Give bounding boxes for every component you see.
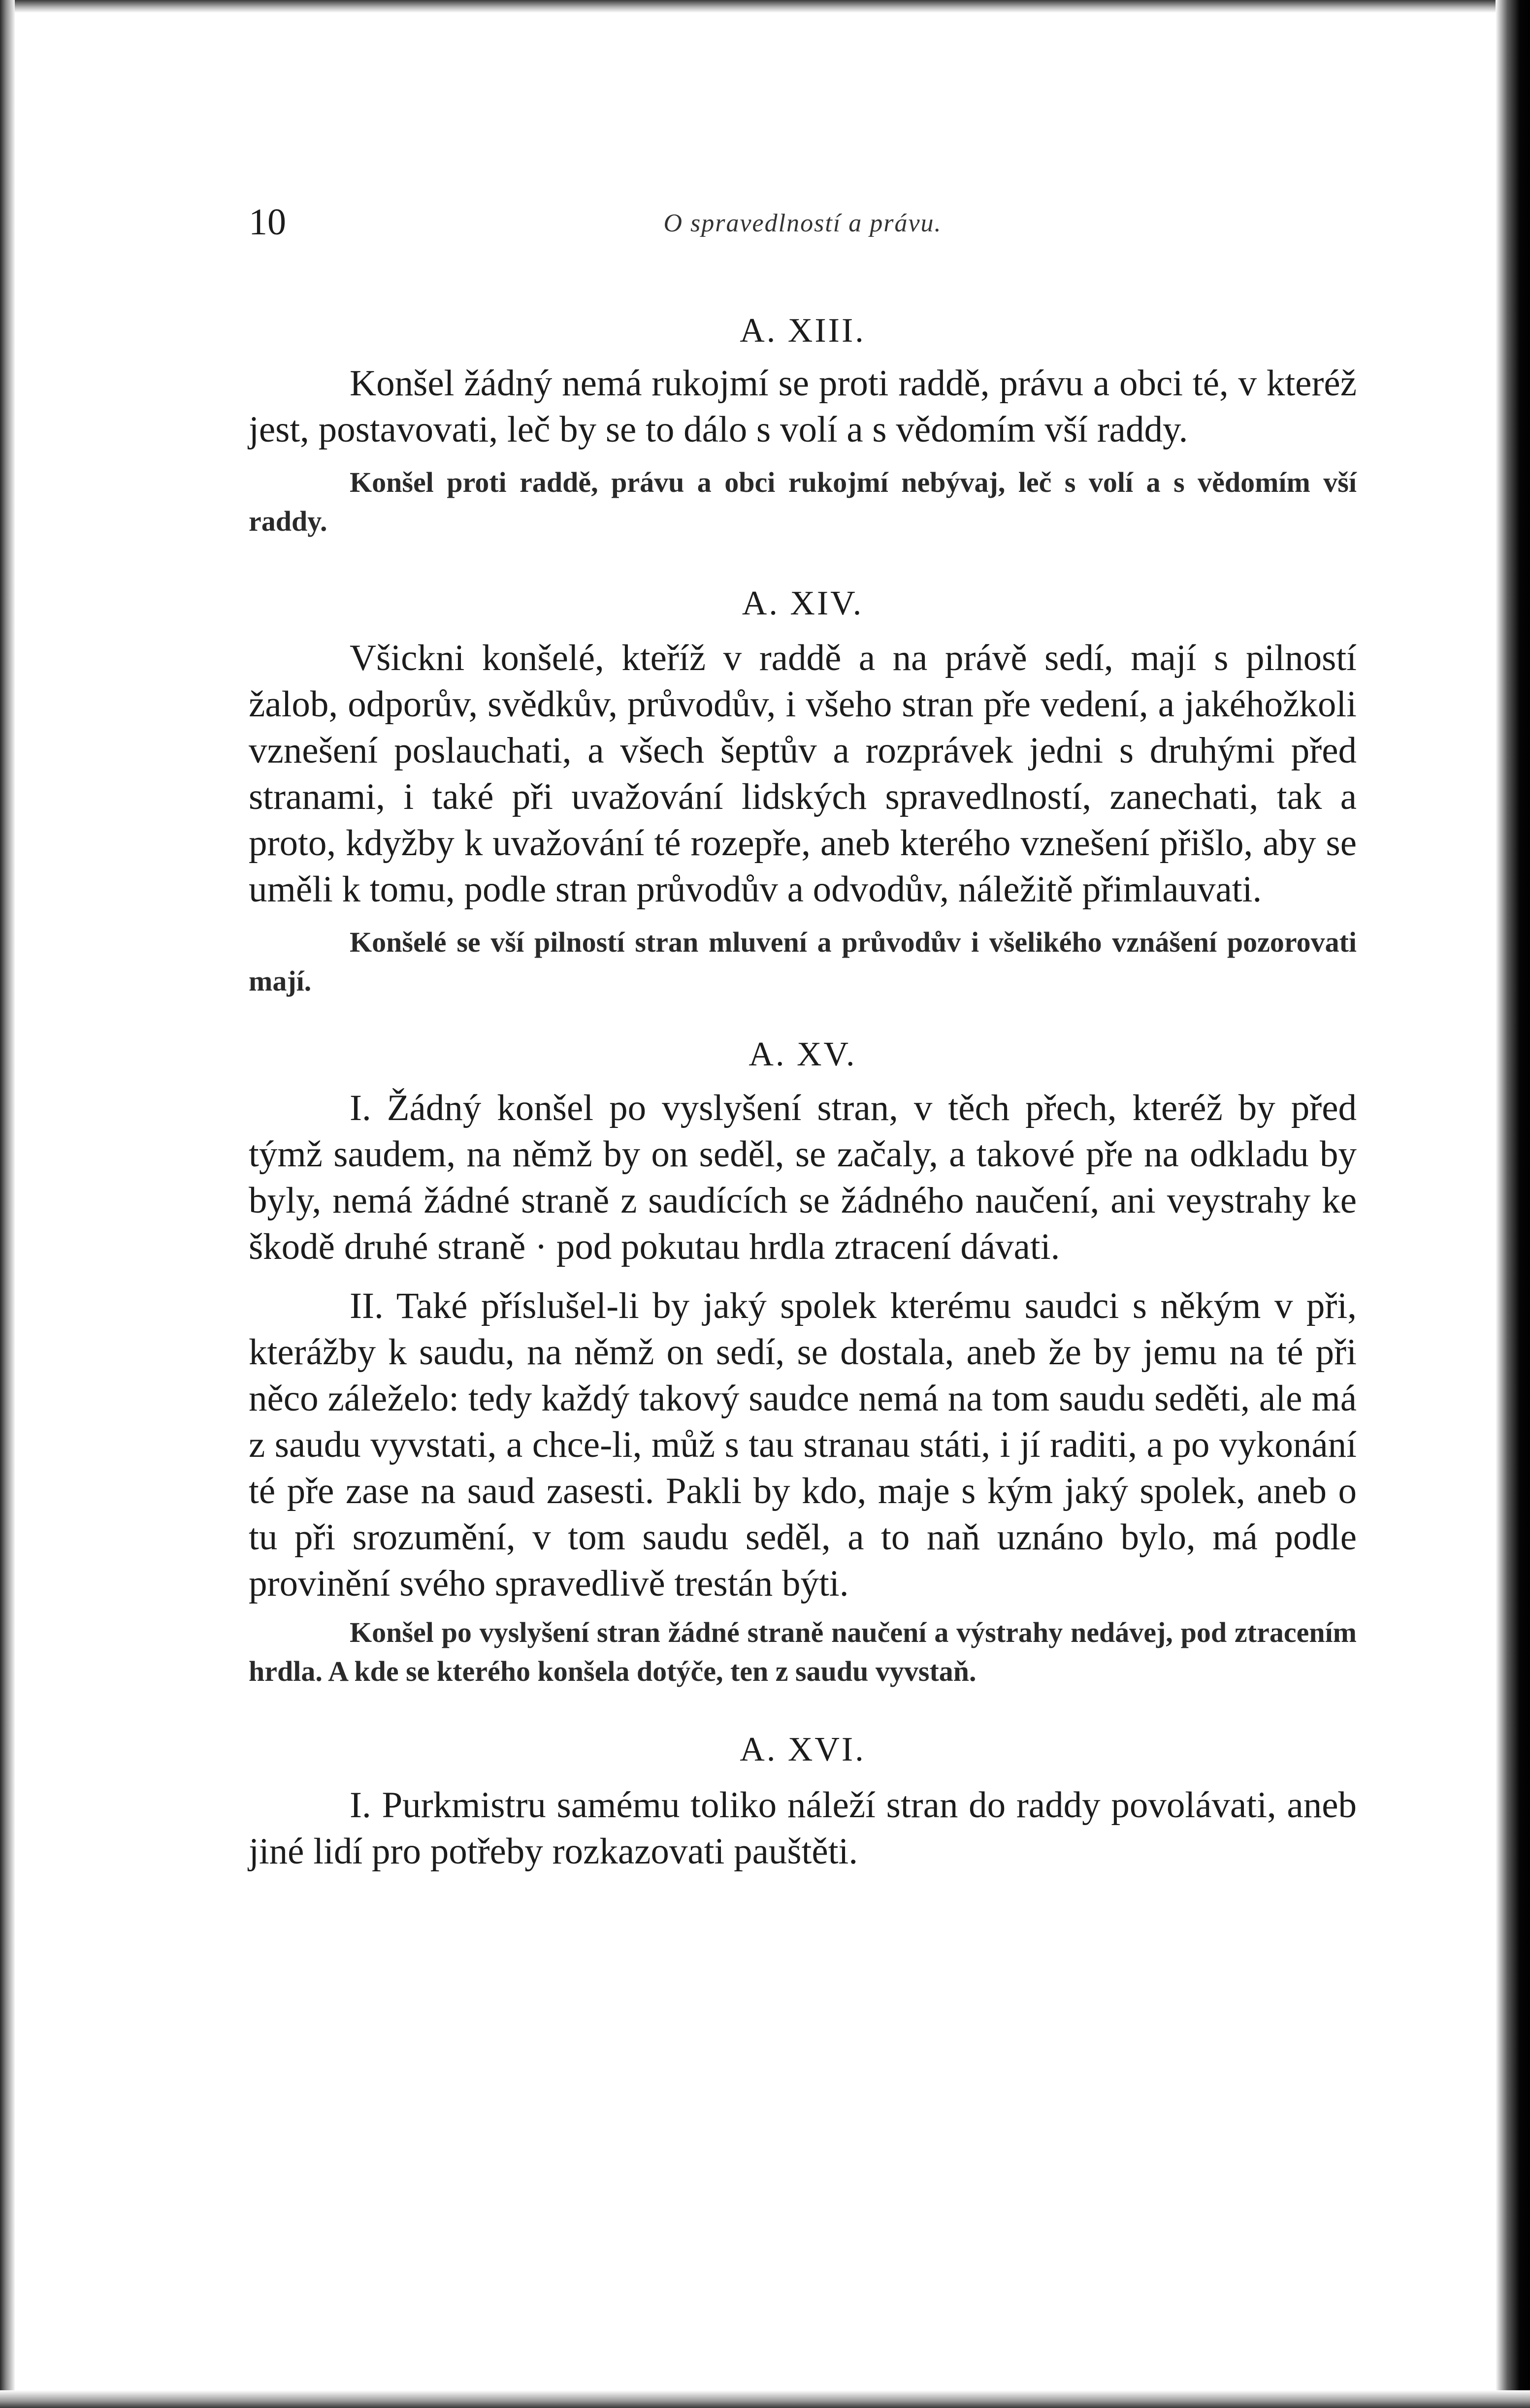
article-heading-xiii: A. XIII. <box>740 312 866 350</box>
article-xiii-text: Konšel žádný nemá rukojmí se proti raddě, právu a obci té, v kteréž jest, postavovati, leč by se to dálo s volí a s vědomím vší raddy. <box>249 363 1357 450</box>
article-heading-xiv: A. XIV. <box>742 584 864 622</box>
running-title: O spravedlností a právu. <box>663 209 942 237</box>
scan-edge-right <box>1496 0 1530 2408</box>
article-xv-summary: Konšel po vyslyšení stran žádné straně naučení a výstrahy nedávej, pod ztracením hrdla. A kde se kterého konšela dotýče, ten z saudu vyvstaň. <box>249 1616 1357 1687</box>
book-page <box>249 192 1357 1875</box>
article-xiv-text: Všickni konšelé, kteříž v raddě a na právě sedí, mají s pilností žalob, odporův, svědkův, průvodův, i všeho stran pře vedení, a jakéhožkoli vznešení poslauchati, a všech šeptův a rozprávek jedni s druhými před stranami, i také při uvažování lidských spravedlností, zanechati, tak a proto, kdyžby k uvažování té rozepře, aneb kterého vznešení přišlo, aby se uměli k tomu, podle stran průvodův a odvodův, náležitě přimlauvati. <box>249 638 1357 910</box>
scan-edge-left <box>0 0 15 2408</box>
article-xiv-summary: Konšelé se vší pilností stran mluvení a průvodův i všelikého vznášení pozorovati mají. <box>249 926 1357 997</box>
article-xv-paragraph-2: II. Také příslušel-li by jaký spolek kterému saudci s někým v při, kterážby k saudu, na němž on sedí, se dostala, aneb že by jemu na té při něco záleželo: tedy každý takový saudce nemá na tom saudu seděti, ale má z saudu vyvstati, a chce-li, můž s tau stranau státi, i jí raditi, a po vykonání té pře zase na saud zasesti. Pakli by kdo, maje s kým jaký spolek, aneb o tu při srozumění, v tom saudu seděl, a to naň uznáno bylo, má podle provinění svého spravedlivě trestán býti. <box>249 1285 1357 1604</box>
scan-edge-top <box>0 0 1530 13</box>
article-xvi-paragraph-1: I. Purkmistru samému toliko náleží stran do raddy povolávati, aneb jiné lidí pro potřeby rozkazovati pauštěti. <box>249 1785 1357 1872</box>
page-number: 10 <box>249 201 286 243</box>
article-xiii-summary: Konšel proti raddě, právu a obci rukojmí nebývaj, leč s volí a s vědomím vší raddy. <box>249 466 1357 537</box>
running-head <box>249 192 1357 246</box>
article-xv-paragraph-1: I. Žádný konšel po vyslyšení stran, v těch přech, kteréž by před týmž saudem, na němž by on seděl, se začaly, a takové pře na odkladu by byly, nemá žádné straně z saudících se žádného naučení, ani veystrahy ke škodě druhé straně · pod pokutau hrdla ztracení dávati. <box>249 1088 1357 1267</box>
article-heading-xv: A. XV. <box>749 1035 857 1073</box>
article-heading-xvi: A. XVI. <box>740 1731 866 1768</box>
scan-edge-bottom <box>0 2390 1530 2408</box>
